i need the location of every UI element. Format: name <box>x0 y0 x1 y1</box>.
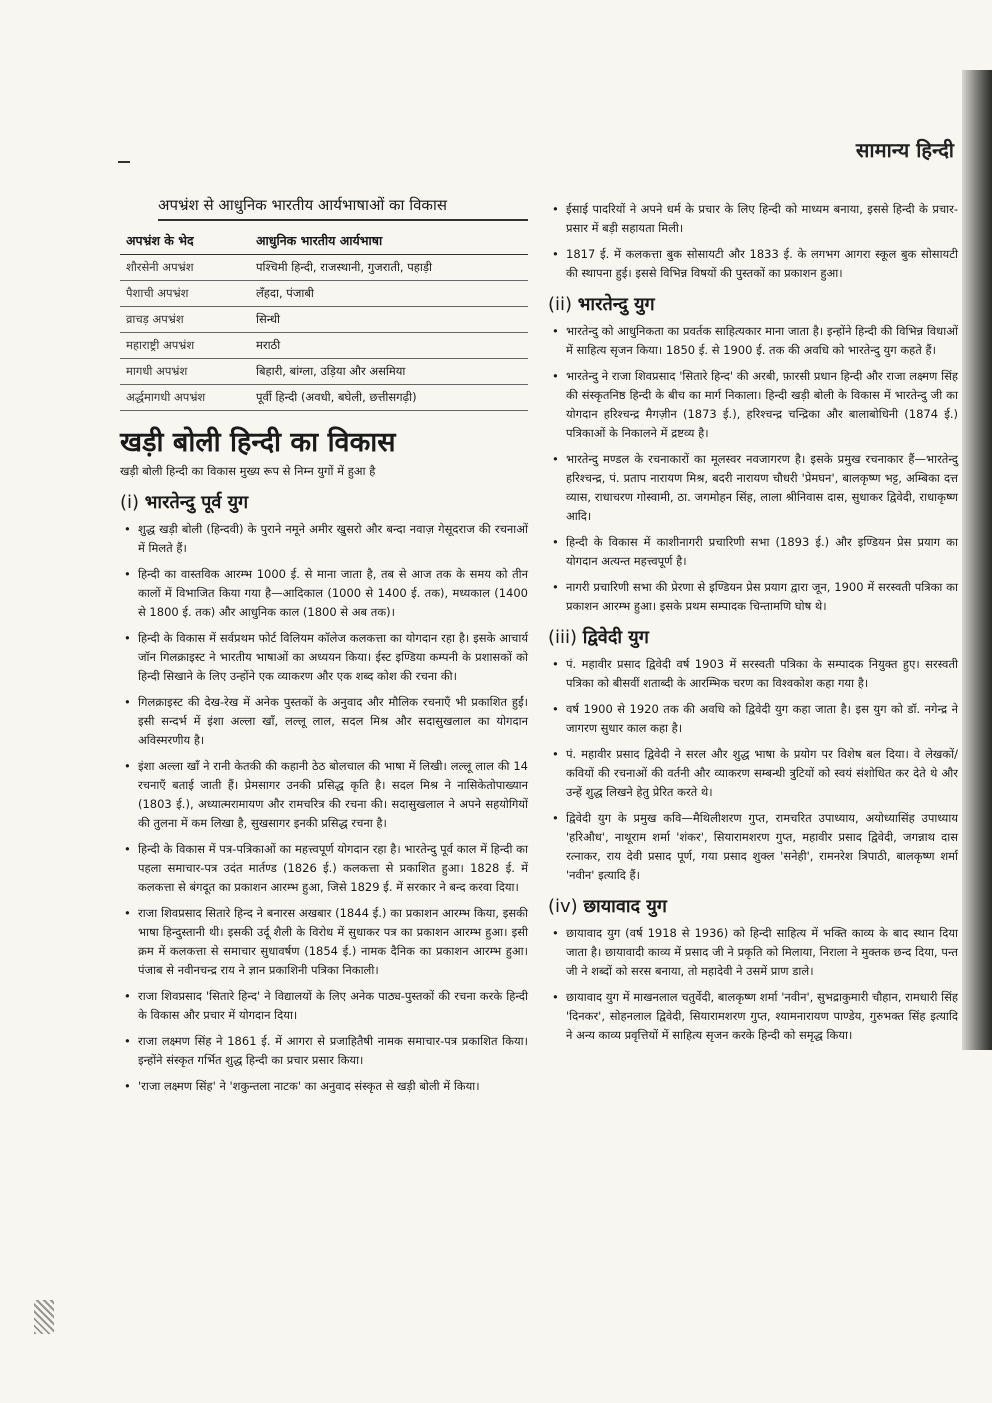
list-item: • हिन्दी के विकास में काशीनागरी प्रचारिणी सभा (1893 ई.) और इण्डियन प्रेस प्रयाग का योगदान अत्यन्त महत्त्वपूर्ण है। <box>548 533 958 571</box>
table-row <box>120 307 528 333</box>
list-item: • राजा शिवप्रसाद 'सितारे हिन्द' ने विद्यालयों के लिए अनेक पाठ्य-पुस्तकों की रचना करके हिन्दी के विकास और प्रचार में योगदान दिया। <box>120 987 528 1025</box>
table-row <box>120 359 528 385</box>
table-cell: मागधी अपभ्रंश <box>120 359 250 385</box>
era-name: भारतेन्दु पूर्व युग <box>144 492 249 513</box>
running-header: सामान्य हिन्दी <box>855 138 954 162</box>
section-title: खड़ी बोली हिन्दी का विकास <box>120 427 396 458</box>
list-item: • हिन्दी के विकास में पत्र-पत्रिकाओं का महत्त्वपूर्ण योगदान रहा है। भारतेन्दु पूर्व काल में हिन्दी का पहला समाचार-पत्र उदंत मार्तण्ड (1826 ई.) कलकत्ता से प्रकाशित हुआ। 1828 ई. में कलकत्ता से बंगदूत का प्रकाशन आरम्भ हुआ, जिसे 1829 ई. में सरकार ने बन्द करवा दिया। <box>120 840 528 897</box>
era3-points <box>548 655 958 885</box>
table-cell: व्राचड़ अपभ्रंश <box>120 307 250 333</box>
era2-points <box>548 322 958 616</box>
list-item: • शुद्ध खड़ी बोली (हिन्दवी) के पुराने नमूने अमीर खुसरो और बन्दा नवाज़ गेसूदराज की रचनाओं में मिलते हैं। <box>120 520 528 558</box>
era-heading <box>120 493 528 512</box>
page-binding-shadow <box>962 70 992 1050</box>
table-cell: शौरसेनी अपभ्रंश <box>120 255 250 281</box>
margin-mark <box>118 161 130 163</box>
era-number: (i) <box>120 492 140 513</box>
list-item: • ईसाई पादरियों ने अपने धर्म के प्रचार के लिए हिन्दी को माध्यम बनाया, इससे हिन्दी के प्रचार-प्रसार में बड़ी सहायता मिली। <box>548 200 958 238</box>
list-item: • 1817 ई. में कलकत्ता बुक सोसायटी और 1833 ई. के लगभग आगरा स्कूल बुक सोसायटी की स्थापना हुई। इससे विभिन्न विषयों की पुस्तकों का प्रकाशन हुआ। <box>548 245 958 283</box>
era-heading <box>548 897 958 916</box>
right-top-points <box>548 200 958 283</box>
table-row <box>120 281 528 307</box>
list-item: • नागरी प्रचारिणी सभा की प्रेरणा से इण्डियन प्रेस प्रयाग द्वारा जून, 1900 में सरस्वती पत्रिका का प्रकाशन आरम्भ हुआ। इसके प्रथम सम्पादक चिन्तामणि घोष थे। <box>548 578 958 616</box>
table-cell: बिहारी, बांग्ला, उड़िया और असमिया <box>250 359 528 385</box>
list-item: • इंशा अल्ला खाँ ने रानी केतकी की कहानी ठेठ बोलचाल की भाषा में लिखी। लल्लू लाल की 14 रचनाएँ बताई जाती हैं। प्रेमसागर उनकी प्रसिद्ध कृति है। सदल मिश्र ने नासिकेतोपाख्यान (1803 ई.), अध्यात्मरामायण और रामचरित्र की रचना की। सदासुखलाल ने अपने सहयोगियों की तुलना में कम लिखा है, सुखसागर इनकी प्रसिद्ध रचना है। <box>120 757 528 833</box>
era1-points <box>120 520 528 1096</box>
table-row <box>120 333 528 359</box>
list-item: • द्विवेदी युग के प्रमुख कवि—मैथिलीशरण गुप्त, रामचरित उपाध्याय, अयोध्यासिंह उपाध्याय 'हरिऔध', नाथूराम शर्मा 'शंकर', सियारामशरण गुप्त, महावीर प्रसाद द्विवेदी, जगन्नाथ दास रत्नाकर, राय देवी प्रसाद पूर्ण, गया प्रसाद शुक्ल 'सनेही', रामनरेश त्रिपाठी, बालकृष्ण शर्मा 'नवीन' इत्यादि हैं। <box>548 809 958 885</box>
table-cell: पूर्वी हिन्दी (अवधी, बघेली, छत्तीसगढ़ी) <box>250 385 528 411</box>
list-item: • भारतेन्दु को आधुनिकता का प्रवर्तक साहित्यकार माना जाता है। इन्होंने हिन्दी की विभिन्न विधाओं में साहित्य सृजन किया। 1850 ई. से 1900 ई. तक की अवधि को भारतेन्दु युग कहते हैं। <box>548 322 958 360</box>
list-item: • छायावाद युग (वर्ष 1918 से 1936) को हिन्दी साहित्य में भक्ति काव्य के बाद स्थान दिया जाता है। छायावादी काव्य में प्रसाद जी ने प्रकृति को मिलाया, निराला ने मुक्तक छन्द दिया, पन्त जी ने शब्दों को सरस बनाया, तो महादेवी ने उसमें प्राण डाले। <box>548 924 958 981</box>
list-item: • वर्ष 1900 से 1920 तक की अवधि को द्विवेदी युग कहा जाता है। इस युग को डॉ. नगेन्द्र ने जागरण सुधार काल कहा है। <box>548 700 958 738</box>
table-row <box>120 385 528 411</box>
table-title: अपभ्रंश से आधुनिक भारतीय आर्यभाषाओं का विकास <box>158 196 528 221</box>
table-cell: सिन्धी <box>250 307 528 333</box>
right-column <box>548 200 958 1052</box>
era-number: (iv) <box>548 896 578 917</box>
era-heading <box>548 628 958 647</box>
page-edge-mark <box>34 1300 54 1334</box>
era-name: भारतेन्दु युग <box>577 294 655 315</box>
section-intro: खड़ी बोली हिन्दी का विकास मुख्य रूप से निम्न युगों में हुआ है <box>120 464 376 478</box>
era-number: (ii) <box>548 294 573 315</box>
list-item: • हिन्दी के विकास में सर्वप्रथम फोर्ट विलियम कॉलेज कलकत्ता का योगदान रहा है। इसके आचार्य जॉन गिलक्राइस्ट ने भारतीय भाषाओं का अध्ययन किया। ईस्ट इण्डिया कम्पनी के प्रशासकों को हिन्दी सिखाने के लिए उन्होंने एक व्याकरण और एक शब्द कोश की रचना की। <box>120 629 528 686</box>
list-item: • 'राजा लक्ष्मण सिंह' ने 'शकुन्तला नाटक' का अनुवाद संस्कृत से खड़ी बोली में किया। <box>120 1077 528 1096</box>
list-item: • भारतेन्दु ने राजा शिवप्रसाद 'सितारे हिन्द' की अरबी, फ़ारसी प्रधान हिन्दी और राजा लक्ष्मण सिंह की संस्कृतनिष्ठ हिन्दी के बीच का मार्ग निकाला। हिन्दी खड़ी बोली के विकास में भारतेन्दु जी का योगदान हरिश्चन्द्र मैगज़ीन (1873 ई.), हरिश्चन्द्र चन्द्रिका और बालाबोधिनी (1874 ई.) पत्रिकाओं के निकालने में द्रष्टव्य है। <box>548 367 958 443</box>
list-item: • राजा लक्ष्मण सिंह ने 1861 ई. में आगरा से प्रजाहितैषी नामक समाचार-पत्र प्रकाशित किया। इन्होंने संस्कृत गर्भित शुद्ध हिन्दी का प्रचार प्रसार किया। <box>120 1032 528 1070</box>
table-cell: पैशाची अपभ्रंश <box>120 281 250 307</box>
table-cell: अर्द्धमागधी अपभ्रंश <box>120 385 250 411</box>
table-cell: लँहदा, पंजाबी <box>250 281 528 307</box>
list-item: • पं. महावीर प्रसाद द्विवेदी ने सरल और शुद्ध भाषा के प्रयोग पर विशेष बल दिया। वे लेखकों/कवियों की रचनाओं की वर्तनी और व्याकरण सम्बन्धी त्रुटियों को स्वयं संशोधित कर देते थे और उन्हें शुद्ध लिखने हेतु प्रेरित करते थे। <box>548 745 958 802</box>
list-item: • पं. महावीर प्रसाद द्विवेदी वर्ष 1903 में सरस्वती पत्रिका के सम्पादक नियुक्त हुए। सरस्वती पत्रिका को बीसवीं शताब्दी के आरम्भिक चरण का विश्वकोश कहा गया है। <box>548 655 958 693</box>
list-item: • भारतेन्दु मण्डल के रचनाकारों का मूलस्वर नवजागरण है। इसके प्रमुख रचनाकार हैं—भारतेन्दु हरिश्चन्द्र, पं. प्रताप नारायण मिश्र, बदरी नारायण चौधरी 'प्रेमघन', बालकृष्ण भट्ट, अम्बिका दत्त व्यास, राधाचरण गोस्वामी, ठा. जगमोहन सिंह, लाला श्रीनिवास दास, सुधाकर द्विवेदी, राधाकृष्ण आदि। <box>548 450 958 526</box>
era-name: छायावाद युग <box>583 896 667 917</box>
table-cell: मराठी <box>250 333 528 359</box>
list-item: • राजा शिवप्रसाद सितारे हिन्द ने बनारस अखबार (1844 ई.) का प्रकाशन आरम्भ किया, इसकी भाषा हिन्दुस्तानी थी। इसकी उर्दू शैली के विरोध में सुधाकर पत्र का प्रकाशन आरम्भ हुआ। इसी क्रम में कलकत्ता से समाचार सुधावर्षण (1854 ई.) नामक दैनिक का प्रकाशन आरम्भ हुआ। पंजाब से नवीनचन्द्र राय ने ज्ञान प्रकाशिनी पत्रिका निकाली। <box>120 904 528 980</box>
table-row <box>120 255 528 281</box>
era-number: (iii) <box>548 627 578 648</box>
apabhramsha-table <box>120 227 528 411</box>
era-name: द्विवेदी युग <box>582 627 649 648</box>
table-header-cell: अपभ्रंश के भेद <box>120 227 250 255</box>
list-item: • छायावाद युग में माखनलाल चतुर्वेदी, बालकृष्ण शर्मा 'नवीन', सुभद्राकुमारी चौहान, रामधारी सिंह 'दिनकर', सोहनलाल द्विवेदी, सियारामशरण गुप्त, श्यामनारायण पाण्डेय, गुरुभक्त सिंह इत्यादि ने अन्य काव्य प्रवृत्तियों में साहित्य सृजन करके हिन्दी को समृद्ध किया। <box>548 988 958 1045</box>
table-header-row <box>120 227 528 255</box>
table-cell: पश्चिमी हिन्दी, राजस्थानी, गुजराती, पहाड़ी <box>250 255 528 281</box>
table-cell: महाराष्ट्री अपभ्रंश <box>120 333 250 359</box>
list-item: • हिन्दी का वास्तविक आरम्भ 1000 ई. से माना जाता है, तब से आज तक के समय को तीन कालों में विभाजित किया गया है—आदिकाल (1000 से 1400 ई. तक), मध्यकाल (1400 से 1800 ई. तक) और आधुनिक काल (1800 से अब तक)। <box>120 565 528 622</box>
era4-points <box>548 924 958 1045</box>
list-item: • गिलक्राइस्ट की देख-रेख में अनेक पुस्तकों के अनुवाद और मौलिक रचनाएँ भी प्रकाशित हुईं। इसी सन्दर्भ में इंशा अल्ला खाँ, लल्लू लाल, सदल मिश्र और सदासुखलाल का योगदान अविस्मरणीय है। <box>120 693 528 750</box>
table-header-cell: आधुनिक भारतीय आर्यभाषा <box>250 227 528 255</box>
era-heading <box>548 295 958 314</box>
left-column <box>120 196 528 1103</box>
